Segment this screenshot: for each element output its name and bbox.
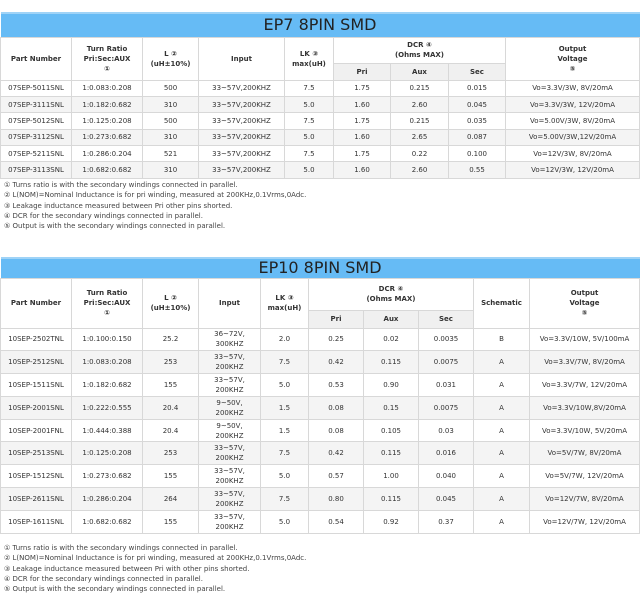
- table-cell: 10SEP-1511SNL: [1, 374, 72, 397]
- table-cell: 36~72V, 300KHZ: [199, 328, 261, 351]
- table-cell: 0.54: [309, 510, 364, 533]
- table-cell: 1:0.682:0.682: [72, 162, 143, 178]
- table-cell: 10SEP-2001SNL: [1, 396, 72, 419]
- table-row: [1, 419, 640, 442]
- table-cell: 0.045: [449, 96, 506, 112]
- header-inductance: L ② (uH±10%): [143, 37, 199, 80]
- table-cell: 10SEP-2502TNL: [1, 328, 72, 351]
- table-cell: 0.57: [309, 465, 364, 488]
- table-cell: 1.75: [334, 80, 391, 96]
- table-cell: 9~50V, 200KHZ: [199, 419, 261, 442]
- header-part-number: Part Number: [1, 278, 72, 328]
- table-cell: Vo=3.3V/10W,8V/20mA: [530, 396, 640, 419]
- table-cell: 07SEP-5012SNL: [1, 113, 72, 129]
- header-turn-ratio: Turn Ratio Pri:Sec:AUX ①: [72, 278, 143, 328]
- table-row: [1, 328, 640, 351]
- header-schematic: Schematic: [474, 278, 530, 328]
- header-dcr: DCR ④ (Ohms MAX): [309, 278, 474, 310]
- footnote: ④ DCR for the secondary windings connected in parallel.: [4, 574, 203, 583]
- table-cell: 0.53: [309, 374, 364, 397]
- table-cell: 1:0.083:0.208: [72, 351, 143, 374]
- footnote: ⑤ Output is with the secondary windings connected in parallel.: [4, 585, 226, 594]
- table-cell: 20.4: [143, 396, 199, 419]
- table-cell: 7.5: [285, 80, 334, 96]
- table-row: [1, 374, 640, 397]
- table-cell: 0.040: [419, 465, 474, 488]
- table-cell: 155: [143, 465, 199, 488]
- table-cell: 33~57V, 200KHZ: [199, 374, 261, 397]
- table-cell: Vo=3.3V/3W, 12V/20mA: [506, 96, 640, 112]
- table-cell: 500: [143, 80, 199, 96]
- header-dcr: DCR ④ (Ohms MAX): [334, 37, 506, 63]
- table-row: [1, 96, 640, 112]
- table-cell: 1:0.286:0.204: [72, 146, 143, 162]
- footnote: ④ DCR for the secondary windings connected in parallel.: [4, 211, 203, 220]
- table-cell: 33~57V, 200KHZ: [199, 488, 261, 511]
- table-cell: 0.92: [364, 510, 419, 533]
- table-cell: 0.015: [449, 80, 506, 96]
- table-row: [1, 488, 640, 511]
- footnote: ② L(NOM)=Nominal Inductance is for pri winding, measured at 200KHz,0.1Vrms,0Adc.: [4, 554, 307, 563]
- table-cell: 0.08: [309, 396, 364, 419]
- table-cell: 07SEP-5011SNL: [1, 80, 72, 96]
- ep10-notes: [4, 543, 306, 594]
- table-cell: Vo=12V/7W, 12V/20mA: [530, 510, 640, 533]
- table-row: [1, 129, 640, 145]
- table-cell: 7.5: [261, 351, 309, 374]
- header-dcr-sec: Sec: [449, 63, 506, 80]
- table-row: [1, 146, 640, 162]
- table-cell: A: [474, 510, 530, 533]
- table-cell: 10SEP-1611SNL: [1, 510, 72, 533]
- ep7-table: [0, 12, 640, 179]
- table-cell: 0.42: [309, 351, 364, 374]
- table-cell: 1.75: [334, 146, 391, 162]
- table-cell: 0.016: [419, 442, 474, 465]
- table-cell: A: [474, 419, 530, 442]
- table-cell: 10SEP-2512SNL: [1, 351, 72, 374]
- table-cell: 521: [143, 146, 199, 162]
- table-row: [1, 162, 640, 178]
- table-cell: 33~57V,200KHZ: [199, 80, 285, 96]
- table-cell: 0.0075: [419, 396, 474, 419]
- table-cell: 10SEP-2611SNL: [1, 488, 72, 511]
- ep10-table: [0, 257, 640, 534]
- header-inductance: L ② (uH±10%): [143, 278, 199, 328]
- header-lk: LK ③ max(uH): [261, 278, 309, 328]
- table-cell: B: [474, 328, 530, 351]
- table-cell: 5.0: [261, 465, 309, 488]
- table-cell: 33~57V,200KHZ: [199, 162, 285, 178]
- table-cell: 1:0.222:0.555: [72, 396, 143, 419]
- table-cell: 1:0.125:0.208: [72, 113, 143, 129]
- table-row: [1, 442, 640, 465]
- table-cell: 1.00: [364, 465, 419, 488]
- table-cell: 0.087: [449, 129, 506, 145]
- table-cell: 0.03: [419, 419, 474, 442]
- table-cell: 1:0.083:0.208: [72, 80, 143, 96]
- table-cell: Vo=3.3V/7W, 8V/20mA: [530, 351, 640, 374]
- table-cell: 0.215: [391, 80, 449, 96]
- table-cell: Vo=5.00V/3W,12V/20mA: [506, 129, 640, 145]
- table-cell: Vo=5V/7W, 8V/20mA: [530, 442, 640, 465]
- table-cell: 5.0: [261, 374, 309, 397]
- table-cell: A: [474, 465, 530, 488]
- table-cell: 07SEP-3112SNL: [1, 129, 72, 145]
- table-cell: 155: [143, 374, 199, 397]
- table-cell: 5.0: [285, 96, 334, 112]
- table-cell: 310: [143, 96, 199, 112]
- table-cell: 33~57V, 200KHZ: [199, 465, 261, 488]
- table-cell: 5.0: [285, 162, 334, 178]
- table-cell: Vo=5.00V/3W, 8V/20mA: [506, 113, 640, 129]
- table-cell: Vo=3.3V/7W, 12V/20mA: [530, 374, 640, 397]
- table-cell: 25.2: [143, 328, 199, 351]
- table-cell: 0.100: [449, 146, 506, 162]
- table-cell: 07SEP-3113SNL: [1, 162, 72, 178]
- table-cell: 310: [143, 129, 199, 145]
- table-cell: 1:0.273:0.682: [72, 465, 143, 488]
- table-cell: 0.02: [364, 328, 419, 351]
- table-cell: 33~57V,200KHZ: [199, 113, 285, 129]
- table-cell: 1.60: [334, 162, 391, 178]
- header-output-voltage: Output Voltage ⑤: [506, 37, 640, 80]
- table-cell: 310: [143, 162, 199, 178]
- header-lk: LK ③ max(uH): [285, 37, 334, 80]
- table-cell: 7.5: [261, 442, 309, 465]
- table-row: [1, 113, 640, 129]
- table-cell: Vo=3.3V/3W, 8V/20mA: [506, 80, 640, 96]
- table-cell: 10SEP-2513SNL: [1, 442, 72, 465]
- table-cell: 0.22: [391, 146, 449, 162]
- table-row: [1, 396, 640, 419]
- header-dcr-sec: Sec: [419, 310, 474, 328]
- table-cell: 7.5: [285, 113, 334, 129]
- table-cell: 1.60: [334, 96, 391, 112]
- footnote: ③ Leakage inductance measured between Pri with other pins shorted.: [4, 564, 250, 573]
- table-cell: 1:0.273:0.682: [72, 129, 143, 145]
- header-dcr-aux: Aux: [391, 63, 449, 80]
- table-cell: 0.55: [449, 162, 506, 178]
- table-cell: 1.60: [334, 129, 391, 145]
- ep7-notes: [4, 180, 306, 231]
- table-cell: 2.0: [261, 328, 309, 351]
- ep10-title: EP10 8PIN SMD: [1, 258, 640, 278]
- header-input: Input: [199, 37, 285, 80]
- table-cell: 0.37: [419, 510, 474, 533]
- header-dcr-aux: Aux: [364, 310, 419, 328]
- table-cell: 1:0.125:0.208: [72, 442, 143, 465]
- table-cell: 0.15: [364, 396, 419, 419]
- table-cell: 33~57V, 200KHZ: [199, 510, 261, 533]
- table-cell: 1.75: [334, 113, 391, 129]
- table-cell: 7.5: [261, 488, 309, 511]
- table-row: [1, 351, 640, 374]
- table-cell: 33~57V, 200KHZ: [199, 351, 261, 374]
- footnote: ① Turns ratio is with the secondary windings connected in parallel.: [4, 181, 238, 189]
- table-cell: 7.5: [285, 146, 334, 162]
- table-cell: 33~57V, 200KHZ: [199, 442, 261, 465]
- header-dcr-pri: Pri: [334, 63, 391, 80]
- table-cell: 9~50V, 200KHZ: [199, 396, 261, 419]
- table-cell: Vo=3.3V/10W, 5V/100mA: [530, 328, 640, 351]
- table-cell: 10SEP-2001FNL: [1, 419, 72, 442]
- table-cell: 253: [143, 351, 199, 374]
- table-cell: 2.60: [391, 96, 449, 112]
- table-cell: 0.115: [364, 351, 419, 374]
- footnote: ② L(NOM)=Nominal Inductance is for pri winding, measured at 200KHz,0.1Vrms,0Adc.: [4, 191, 307, 200]
- table-cell: 0.115: [364, 442, 419, 465]
- table-cell: Vo=12V/3W, 12V/20mA: [506, 162, 640, 178]
- table-cell: 253: [143, 442, 199, 465]
- footnote: ③ Leakage inductance measured between Pri other pins shorted.: [4, 201, 233, 210]
- table-cell: 155: [143, 510, 199, 533]
- table-cell: 33~57V,200KHZ: [199, 129, 285, 145]
- table-cell: 2.60: [391, 162, 449, 178]
- table-cell: 5.0: [261, 510, 309, 533]
- ep7-title: EP7 8PIN SMD: [1, 13, 640, 37]
- table-cell: Vo=12V/7W, 8V/20mA: [530, 488, 640, 511]
- table-cell: 500: [143, 113, 199, 129]
- table-cell: 1.5: [261, 396, 309, 419]
- table-cell: 0.0035: [419, 328, 474, 351]
- table-cell: 0.25: [309, 328, 364, 351]
- table-cell: A: [474, 351, 530, 374]
- table-cell: 0.215: [391, 113, 449, 129]
- table-cell: 0.031: [419, 374, 474, 397]
- header-input: Input: [199, 278, 261, 328]
- table-cell: A: [474, 374, 530, 397]
- footnote: ⑤ Output is with the secondary windings connected in parallel.: [4, 222, 226, 231]
- table-cell: 5.0: [285, 129, 334, 145]
- table-cell: 1.5: [261, 419, 309, 442]
- table-cell: 1:0.182:0.682: [72, 374, 143, 397]
- table-cell: 0.115: [364, 488, 419, 511]
- table-cell: 33~57V,200KHZ: [199, 146, 285, 162]
- table-row: [1, 80, 640, 96]
- header-dcr-pri: Pri: [309, 310, 364, 328]
- table-cell: 07SEP-5211SNL: [1, 146, 72, 162]
- table-cell: 0.42: [309, 442, 364, 465]
- table-cell: 10SEP-1512SNL: [1, 465, 72, 488]
- table-cell: 0.035: [449, 113, 506, 129]
- table-cell: Vo=5V/7W, 12V/20mA: [530, 465, 640, 488]
- table-cell: 1:0.286:0.204: [72, 488, 143, 511]
- table-cell: 1:0.444:0.388: [72, 419, 143, 442]
- table-cell: 0.105: [364, 419, 419, 442]
- table-cell: 0.90: [364, 374, 419, 397]
- table-cell: 07SEP-3111SNL: [1, 96, 72, 112]
- table-cell: 0.045: [419, 488, 474, 511]
- header-turn-ratio: Turn Ratio Pri:Sec:AUX ①: [72, 37, 143, 80]
- table-cell: A: [474, 442, 530, 465]
- table-cell: 33~57V,200KHZ: [199, 96, 285, 112]
- table-cell: A: [474, 396, 530, 419]
- table-cell: 2.65: [391, 129, 449, 145]
- table-row: [1, 465, 640, 488]
- header-output-voltage: Output Voltage ⑤: [530, 278, 640, 328]
- table-cell: 264: [143, 488, 199, 511]
- table-cell: 0.0075: [419, 351, 474, 374]
- table-cell: 1:0.682:0.682: [72, 510, 143, 533]
- table-cell: Vo=3.3V/10W, 5V/20mA: [530, 419, 640, 442]
- header-part-number: Part Number: [1, 37, 72, 80]
- table-cell: 1:0.100:0.150: [72, 328, 143, 351]
- table-cell: 0.80: [309, 488, 364, 511]
- table-cell: 1:0.182:0.682: [72, 96, 143, 112]
- table-cell: 0.08: [309, 419, 364, 442]
- table-cell: A: [474, 488, 530, 511]
- table-cell: Vo=12V/3W, 8V/20mA: [506, 146, 640, 162]
- table-cell: 20.4: [143, 419, 199, 442]
- footnote: ① Turns ratio is with the secondary windings connected in parallel.: [4, 544, 238, 552]
- table-row: [1, 510, 640, 533]
